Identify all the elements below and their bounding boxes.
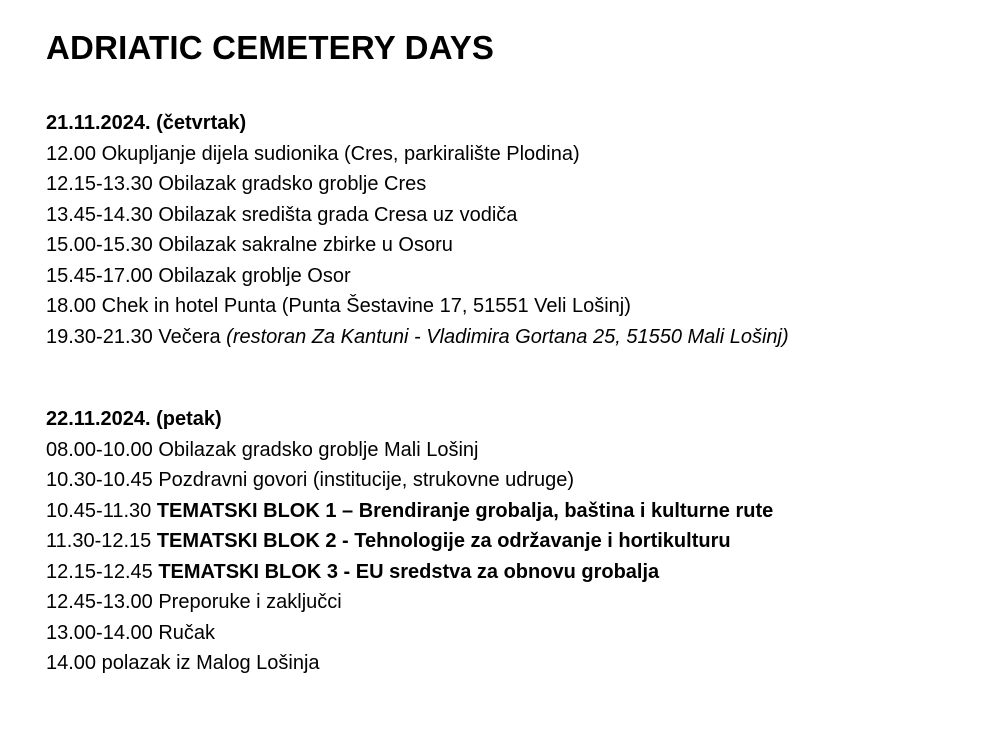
entry-time: 10.30-10.45 (46, 469, 153, 491)
entry-text: Chek in hotel Punta (Punta Šestavine 17, 51551 Veli Lošinj) (101, 295, 631, 317)
entry-text: Preporuke i zaključci (158, 591, 342, 613)
entry-time: 19.30-21.30 (46, 325, 153, 348)
entry-text: Obilazak gradsko groblje Mali Lošinj (158, 438, 479, 461)
entry-text: Obilazak groblje Osor (158, 264, 351, 287)
day-schedule-1 (46, 108, 966, 352)
schedule-entry (46, 526, 966, 557)
entry-text: Pozdravni govori (institucije, strukovne udruge) (158, 469, 575, 491)
entry-text: Ručak (158, 621, 216, 644)
entry-text: Večera (158, 325, 221, 348)
entry-text: polazak iz Malog Lošinja (101, 652, 320, 674)
entry-text: Obilazak središta grada Cresa uz vodiča (158, 203, 518, 226)
schedule-entry (46, 465, 966, 496)
entry-time: 10.45-11.30 (46, 499, 152, 522)
day-heading: 21.11.2024. (četvrtak) (46, 112, 247, 134)
schedule-entry (46, 322, 966, 353)
thematic-block-title: TEMATSKI BLOK 1 – Brendiranje grobalja, baština i kulturne rute (156, 499, 774, 522)
entry-time: 15.45-17.00 (46, 264, 153, 287)
entry-time: 12.45-13.00 (46, 591, 153, 613)
entry-venue-note: (restoran Za Kantuni - Vladimira Gortana 25, 51550 Mali Lošinj) (226, 325, 789, 348)
entry-text: Obilazak gradsko groblje Cres (158, 173, 427, 195)
schedule-entry (46, 139, 966, 170)
entry-time: 13.00-14.00 (46, 621, 153, 644)
entry-time: 11.30-12.15 (46, 530, 152, 552)
schedule-entry (46, 587, 966, 618)
entry-text: Okupljanje dijela sudionika (Cres, parkiralište Plodina) (101, 142, 580, 165)
schedule-entry (46, 435, 966, 466)
entry-time: 08.00-10.00 (46, 438, 153, 461)
entry-time: 13.45-14.30 (46, 203, 153, 226)
schedule-entry (46, 557, 966, 588)
schedule-entry (46, 648, 966, 679)
entry-time: 18.00 (46, 295, 97, 317)
schedule-entry (46, 200, 966, 231)
entry-time: 15.00-15.30 (46, 234, 153, 256)
entry-time: 12.15-12.45 (46, 560, 153, 583)
day-schedule-2 (46, 404, 966, 679)
entry-time: 14.00 (46, 652, 97, 674)
thematic-block-title: TEMATSKI BLOK 2 - Tehnologije za održavanje i hortikulturu (156, 530, 731, 552)
thematic-block-title: TEMATSKI BLOK 3 - EU sredstva za obnovu grobalja (158, 560, 660, 583)
schedule-entry (46, 230, 966, 261)
entry-text: Obilazak sakralne zbirke u Osoru (158, 234, 453, 256)
schedule-entry (46, 618, 966, 649)
page-title: ADRIATIC CEMETERY DAYS (46, 29, 495, 66)
entry-time: 12.15-13.30 (46, 173, 153, 195)
entry-time: 12.00 (46, 142, 97, 165)
day-heading: 22.11.2024. (petak) (46, 408, 222, 430)
schedule-entry (46, 291, 966, 322)
schedule-entry (46, 496, 966, 527)
document-page (46, 28, 966, 679)
schedule-entry (46, 261, 966, 292)
schedule-entry (46, 169, 966, 200)
